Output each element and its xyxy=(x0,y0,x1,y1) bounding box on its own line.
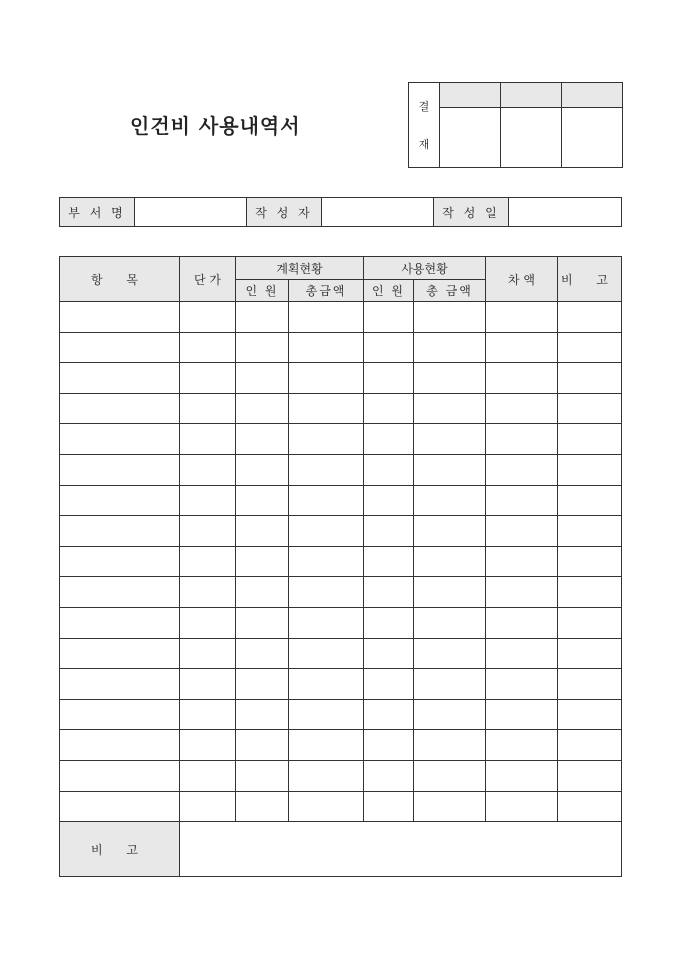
cell-unit-price[interactable] xyxy=(180,669,236,700)
table-row xyxy=(60,363,622,394)
cell-note[interactable] xyxy=(558,730,622,761)
cell-unit-price[interactable] xyxy=(180,424,236,455)
cell-difference[interactable] xyxy=(486,577,558,608)
remark-field[interactable] xyxy=(180,822,622,877)
table-row xyxy=(60,393,622,424)
table-row xyxy=(60,760,622,791)
header-difference: 차 액 xyxy=(486,257,558,302)
cell-difference[interactable] xyxy=(486,302,558,333)
cell-unit-price[interactable] xyxy=(180,363,236,394)
cell-note[interactable] xyxy=(558,760,622,791)
cell-note[interactable] xyxy=(558,607,622,638)
cell-item[interactable] xyxy=(60,332,180,363)
table-row xyxy=(60,454,622,485)
cell-note[interactable] xyxy=(558,454,622,485)
cell-item[interactable] xyxy=(60,302,180,333)
approval-sign-cell-3[interactable] xyxy=(562,108,623,168)
cell-unit-price[interactable] xyxy=(180,607,236,638)
cell-difference[interactable] xyxy=(486,546,558,577)
cell-plan-total[interactable] xyxy=(289,607,364,638)
cell-usage-total[interactable] xyxy=(414,638,486,669)
cell-item[interactable] xyxy=(60,638,180,669)
approval-title-cell-3[interactable] xyxy=(562,83,623,108)
cell-usage-persons[interactable] xyxy=(364,485,414,516)
cell-usage-persons[interactable] xyxy=(364,424,414,455)
cell-plan-persons[interactable] xyxy=(236,791,289,822)
table-row xyxy=(60,638,622,669)
cell-usage-total[interactable] xyxy=(414,516,486,547)
cell-usage-total[interactable] xyxy=(414,730,486,761)
cell-unit-price[interactable] xyxy=(180,577,236,608)
cell-plan-persons[interactable] xyxy=(236,638,289,669)
cell-plan-total[interactable] xyxy=(289,332,364,363)
approval-title-cell-2[interactable] xyxy=(501,83,562,108)
author-field[interactable] xyxy=(322,198,434,227)
cell-usage-total[interactable] xyxy=(414,669,486,700)
cell-item[interactable] xyxy=(60,791,180,822)
cell-difference[interactable] xyxy=(486,730,558,761)
cell-item[interactable] xyxy=(60,363,180,394)
cell-usage-total[interactable] xyxy=(414,302,486,333)
cell-plan-persons[interactable] xyxy=(236,669,289,700)
cell-difference[interactable] xyxy=(486,516,558,547)
cell-unit-price[interactable] xyxy=(180,302,236,333)
cell-unit-price[interactable] xyxy=(180,760,236,791)
approval-sign-cell-1[interactable] xyxy=(440,108,501,168)
cell-plan-total[interactable] xyxy=(289,454,364,485)
cell-usage-persons[interactable] xyxy=(364,332,414,363)
cell-item[interactable] xyxy=(60,393,180,424)
cell-plan-total[interactable] xyxy=(289,302,364,333)
cell-difference[interactable] xyxy=(486,363,558,394)
cell-note[interactable] xyxy=(558,546,622,577)
cell-usage-persons[interactable] xyxy=(364,638,414,669)
cell-plan-persons[interactable] xyxy=(236,302,289,333)
cell-usage-persons[interactable] xyxy=(364,363,414,394)
cell-note[interactable] xyxy=(558,393,622,424)
cell-difference[interactable] xyxy=(486,669,558,700)
cell-unit-price[interactable] xyxy=(180,332,236,363)
cell-usage-total[interactable] xyxy=(414,363,486,394)
header-plan-persons: 인 원 xyxy=(236,280,289,302)
cell-plan-total[interactable] xyxy=(289,699,364,730)
expense-table xyxy=(59,256,622,877)
cell-plan-persons[interactable] xyxy=(236,516,289,547)
cell-plan-persons[interactable] xyxy=(236,393,289,424)
cell-item[interactable] xyxy=(60,577,180,608)
date-field[interactable] xyxy=(509,198,622,227)
cell-unit-price[interactable] xyxy=(180,485,236,516)
table-row xyxy=(60,332,622,363)
cell-difference[interactable] xyxy=(486,485,558,516)
cell-usage-persons[interactable] xyxy=(364,516,414,547)
header-plan-status: 계획현황 xyxy=(236,257,364,280)
cell-note[interactable] xyxy=(558,485,622,516)
cell-usage-persons[interactable] xyxy=(364,454,414,485)
cell-plan-total[interactable] xyxy=(289,760,364,791)
header-item: 항 목 xyxy=(60,257,180,302)
cell-unit-price[interactable] xyxy=(180,730,236,761)
cell-plan-total[interactable] xyxy=(289,669,364,700)
cell-difference[interactable] xyxy=(486,760,558,791)
cell-plan-persons[interactable] xyxy=(236,454,289,485)
approval-box xyxy=(408,82,623,168)
table-row xyxy=(60,302,622,333)
cell-plan-total[interactable] xyxy=(289,638,364,669)
header-usage-persons: 인 원 xyxy=(364,280,414,302)
cell-plan-total[interactable] xyxy=(289,485,364,516)
cell-unit-price[interactable] xyxy=(180,638,236,669)
cell-difference[interactable] xyxy=(486,424,558,455)
cell-plan-total[interactable] xyxy=(289,363,364,394)
department-label: 부 서 명 xyxy=(60,198,135,227)
cell-plan-persons[interactable] xyxy=(236,424,289,455)
cell-unit-price[interactable] xyxy=(180,699,236,730)
author-label: 작 성 자 xyxy=(247,198,322,227)
cell-plan-total[interactable] xyxy=(289,516,364,547)
cell-unit-price[interactable] xyxy=(180,516,236,547)
cell-note[interactable] xyxy=(558,638,622,669)
cell-unit-price[interactable] xyxy=(180,393,236,424)
table-row xyxy=(60,699,622,730)
cell-usage-persons[interactable] xyxy=(364,699,414,730)
cell-usage-total[interactable] xyxy=(414,699,486,730)
header-usage-total: 총 금액 xyxy=(414,280,486,302)
approval-label-bottom: 재 xyxy=(418,138,430,151)
cell-difference[interactable] xyxy=(486,393,558,424)
cell-usage-total[interactable] xyxy=(414,546,486,577)
cell-usage-persons[interactable] xyxy=(364,669,414,700)
cell-plan-persons[interactable] xyxy=(236,607,289,638)
cell-plan-persons[interactable] xyxy=(236,730,289,761)
cell-note[interactable] xyxy=(558,577,622,608)
cell-usage-total[interactable] xyxy=(414,791,486,822)
approval-title-cell-1[interactable] xyxy=(440,83,501,108)
cell-note[interactable] xyxy=(558,363,622,394)
table-row xyxy=(60,577,622,608)
cell-plan-persons[interactable] xyxy=(236,332,289,363)
cell-item[interactable] xyxy=(60,730,180,761)
cell-plan-persons[interactable] xyxy=(236,485,289,516)
remark-label: 비 고 xyxy=(60,822,180,877)
cell-item[interactable] xyxy=(60,454,180,485)
cell-item[interactable] xyxy=(60,669,180,700)
cell-usage-persons[interactable] xyxy=(364,791,414,822)
cell-item[interactable] xyxy=(60,485,180,516)
cell-item[interactable] xyxy=(60,699,180,730)
cell-item[interactable] xyxy=(60,760,180,791)
cell-difference[interactable] xyxy=(486,638,558,669)
info-table xyxy=(59,197,622,227)
document-title: 인건비 사용내역서 xyxy=(130,114,301,138)
cell-difference[interactable] xyxy=(486,607,558,638)
cell-plan-total[interactable] xyxy=(289,730,364,761)
cell-plan-persons[interactable] xyxy=(236,577,289,608)
cell-usage-total[interactable] xyxy=(414,454,486,485)
cell-note[interactable] xyxy=(558,332,622,363)
cell-usage-total[interactable] xyxy=(414,332,486,363)
cell-plan-persons[interactable] xyxy=(236,760,289,791)
cell-plan-total[interactable] xyxy=(289,577,364,608)
cell-plan-persons[interactable] xyxy=(236,546,289,577)
cell-usage-persons[interactable] xyxy=(364,760,414,791)
cell-item[interactable] xyxy=(60,607,180,638)
header-usage-status: 사용현황 xyxy=(364,257,486,280)
table-row xyxy=(60,730,622,761)
table-row xyxy=(60,516,622,547)
approval-sign-cell-2[interactable] xyxy=(501,108,562,168)
cell-difference[interactable] xyxy=(486,699,558,730)
table-row xyxy=(60,607,622,638)
cell-usage-total[interactable] xyxy=(414,577,486,608)
cell-usage-persons[interactable] xyxy=(364,302,414,333)
table-row xyxy=(60,669,622,700)
cell-unit-price[interactable] xyxy=(180,454,236,485)
cell-usage-persons[interactable] xyxy=(364,393,414,424)
cell-plan-total[interactable] xyxy=(289,546,364,577)
cell-usage-total[interactable] xyxy=(414,424,486,455)
cell-usage-persons[interactable] xyxy=(364,577,414,608)
cell-item[interactable] xyxy=(60,516,180,547)
cell-plan-total[interactable] xyxy=(289,393,364,424)
cell-plan-total[interactable] xyxy=(289,791,364,822)
cell-usage-total[interactable] xyxy=(414,393,486,424)
header-plan-total: 총금액 xyxy=(289,280,364,302)
approval-label-top: 결 xyxy=(418,100,430,113)
cell-usage-persons[interactable] xyxy=(364,730,414,761)
cell-item[interactable] xyxy=(60,546,180,577)
cell-note[interactable] xyxy=(558,424,622,455)
date-label: 작 성 일 xyxy=(434,198,509,227)
approval-label xyxy=(409,83,440,168)
cell-usage-total[interactable] xyxy=(414,607,486,638)
header-unit-price: 단 가 xyxy=(180,257,236,302)
cell-plan-persons[interactable] xyxy=(236,363,289,394)
cell-item[interactable] xyxy=(60,424,180,455)
cell-usage-persons[interactable] xyxy=(364,546,414,577)
cell-usage-total[interactable] xyxy=(414,485,486,516)
table-row xyxy=(60,791,622,822)
cell-usage-persons[interactable] xyxy=(364,607,414,638)
cell-difference[interactable] xyxy=(486,332,558,363)
cell-usage-total[interactable] xyxy=(414,760,486,791)
cell-note[interactable] xyxy=(558,302,622,333)
cell-unit-price[interactable] xyxy=(180,546,236,577)
cell-unit-price[interactable] xyxy=(180,791,236,822)
cell-plan-persons[interactable] xyxy=(236,699,289,730)
cell-note[interactable] xyxy=(558,516,622,547)
cell-plan-total[interactable] xyxy=(289,424,364,455)
cell-note[interactable] xyxy=(558,699,622,730)
cell-difference[interactable] xyxy=(486,454,558,485)
table-row xyxy=(60,424,622,455)
cell-note[interactable] xyxy=(558,791,622,822)
header-note: 비 고 xyxy=(558,257,622,302)
cell-difference[interactable] xyxy=(486,791,558,822)
cell-note[interactable] xyxy=(558,669,622,700)
table-row xyxy=(60,546,622,577)
department-field[interactable] xyxy=(135,198,247,227)
table-row xyxy=(60,485,622,516)
